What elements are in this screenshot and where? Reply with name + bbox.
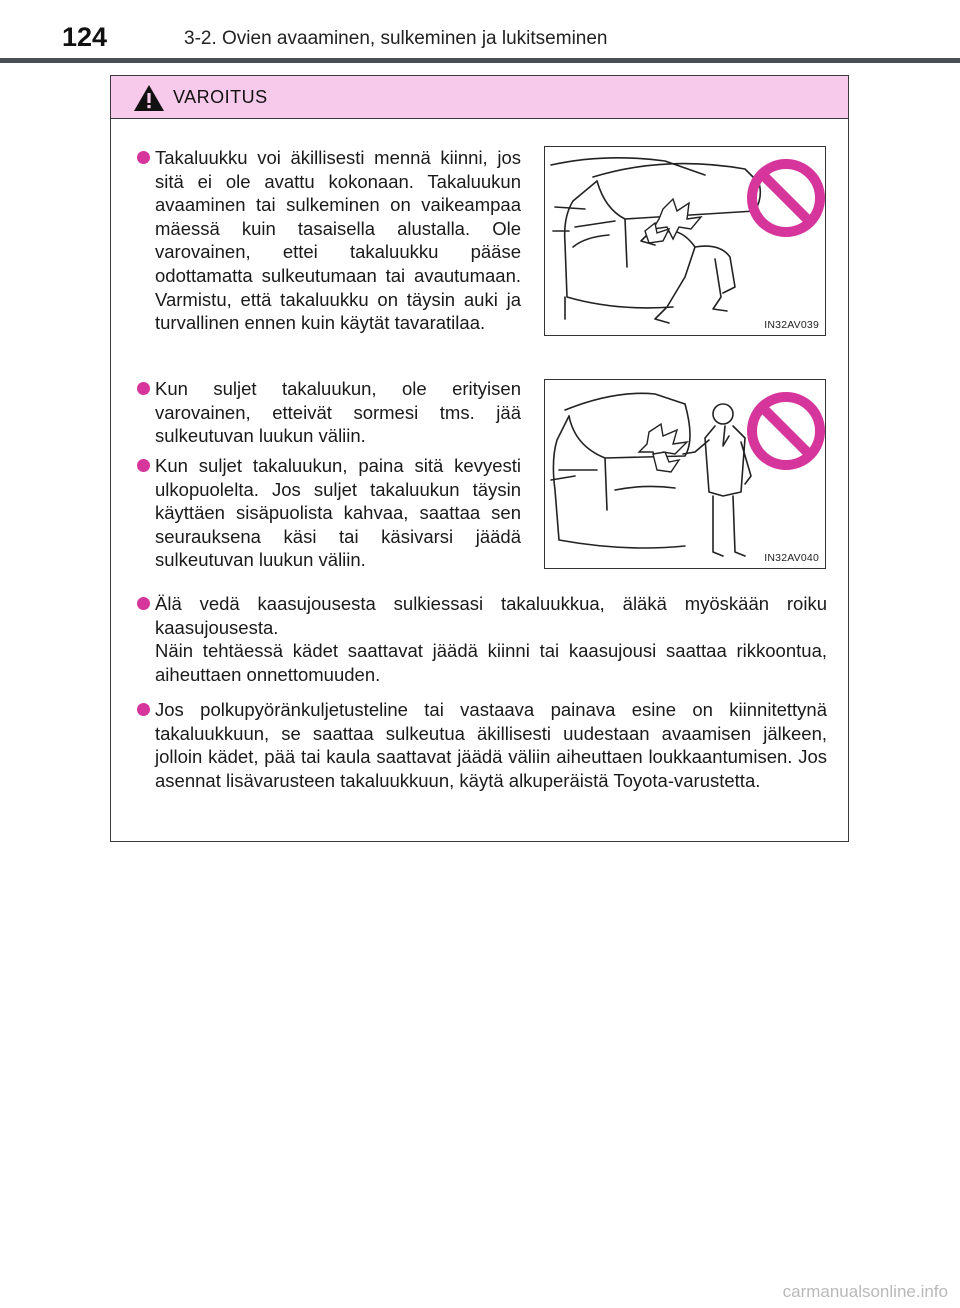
warning-item-4 — [155, 592, 827, 686]
warning-item-text: Kun suljet takaluukun, ole erityisen varovainen, etteivät sormesi tms. jää sulkeutuvan luukun väliin. — [155, 378, 521, 447]
warning-item-5 — [155, 698, 827, 792]
page-header — [0, 0, 960, 64]
figure-code: IN32AV040 — [764, 552, 819, 564]
warning-item-text: Jos polkupyöränkuljetusteline tai vastaava painava esine on kiinnitettynä takaluukkuun, se saattaa sulkeutua äkillisesti uudestaan avaamisen jälkeen, jolloin kädet, pää tai kaula saattavat jäädä väliin aiheuttaen loukkaantumisen. Jos asennat lisävarusteen takaluukkuun, käytä alkuperäistä Toyota-varustetta. — [155, 699, 827, 791]
warning-item-2 — [155, 377, 521, 448]
bullet-icon — [137, 151, 150, 164]
figure-code: IN32AV039 — [764, 319, 819, 331]
figure-tailgate-outside — [544, 379, 826, 569]
warning-header — [111, 76, 848, 119]
bullet-icon — [137, 382, 150, 395]
warning-triangle-icon — [133, 84, 165, 112]
warning-item-text: Älä vedä kaasujousesta sulkiessasi takaluukkua, äläkä myöskään roiku kaasujousesta. — [155, 593, 827, 638]
warning-item-text: Kun suljet takaluukun, paina sitä kevyesti ulkopuolelta. Jos suljet takaluukun täysin käyttäen sisäpuolista kahvaa, saattaa sen seurauksena käsi tai käsivarsi jäädä sulkeutuvan luukun väliin. — [155, 455, 521, 571]
warning-item-3 — [155, 454, 521, 572]
warning-box — [110, 75, 849, 842]
warning-item-1 — [155, 146, 521, 335]
tailgate-outside-illustration — [545, 380, 827, 570]
warning-item-note: Näin tehtäessä kädet saattavat jäädä kiinni tai kaasujousi saattaa rikkoontua, aiheuttaen onnettomuuden. — [155, 640, 827, 685]
warning-item-text: Takaluukku voi äkillisesti mennä kiinni, jos sitä ei ole avattu kokonaan. Takaluukun avaaminen tai sulkeminen on vaikeampaa mäessä kuin tasaisella alustalla. Ole varovainen, ettei takaluukku pääse odottamatta sulkeutumaan tai avautumaan. Varmistu, että takaluukku on täysin auki ja turvallinen ennen kuin käytät tavaratilaa. — [155, 147, 521, 334]
watermark: carmanualsonline.info — [782, 1282, 948, 1301]
tailgate-hazard-illustration — [545, 147, 827, 337]
bullet-icon — [137, 597, 150, 610]
figure-tailgate-closing — [544, 146, 826, 336]
page-number: 124 — [62, 22, 108, 52]
prohibition-icon-2 — [752, 397, 820, 465]
section-title: 3-2. Ovien avaaminen, sulkeminen ja lukitseminen — [184, 28, 608, 49]
bullet-icon — [137, 703, 150, 716]
bullet-icon — [137, 459, 150, 472]
prohibition-icon-1 — [752, 164, 820, 232]
header-rule — [0, 58, 960, 63]
warning-label: VAROITUS — [173, 87, 268, 107]
